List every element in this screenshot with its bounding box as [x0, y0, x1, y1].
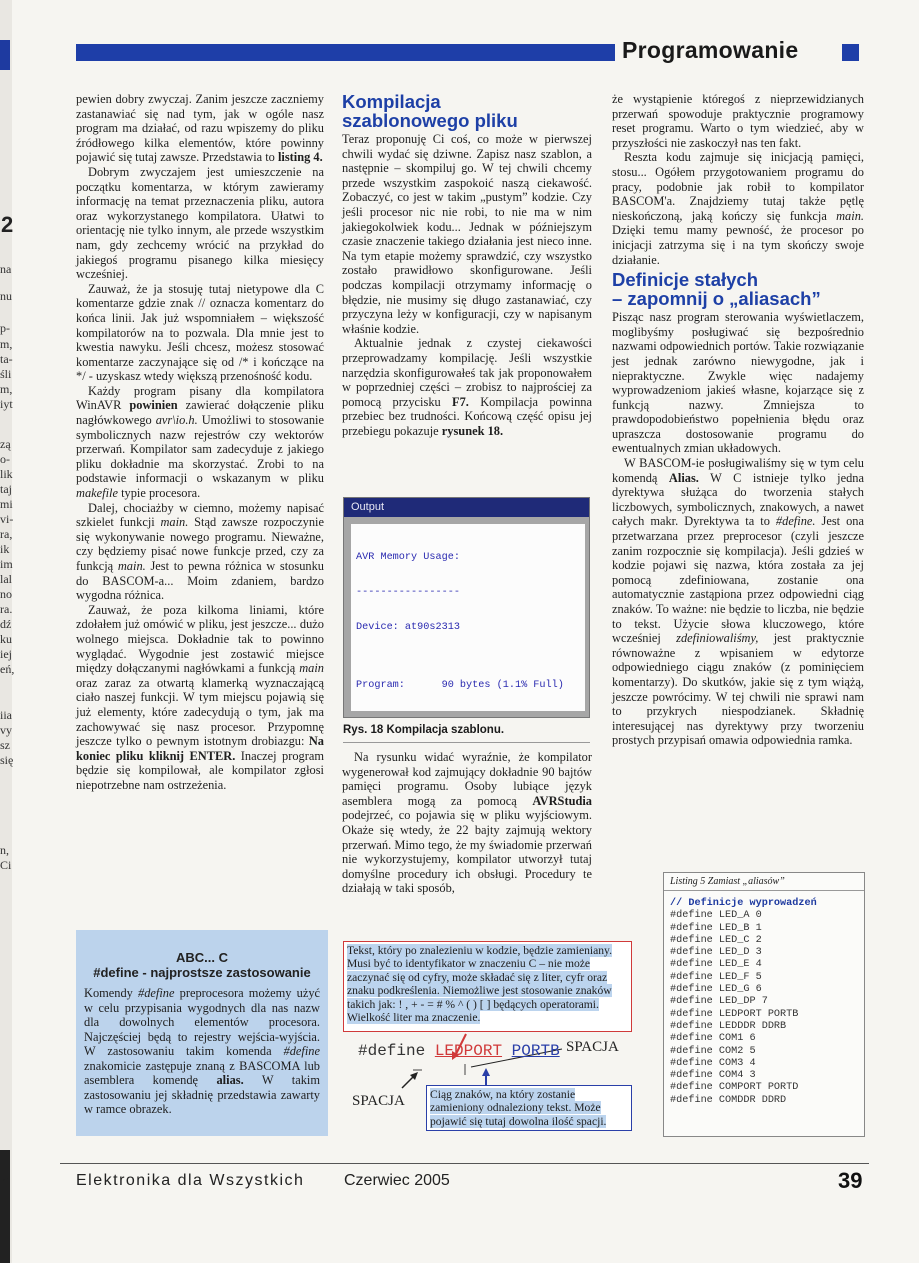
- edge-fragment: na: [0, 262, 12, 276]
- figure-caption: Rys. 18 Kompilacja szablonu.: [343, 724, 505, 736]
- code-line: #define COM1 6: [670, 1033, 756, 1045]
- code-line: #define LED_A 0: [670, 910, 762, 922]
- spacja-label: SPACJA: [566, 1039, 619, 1055]
- edge-fragment: zą: [0, 437, 11, 451]
- edge-fragment: ku: [0, 632, 12, 646]
- identifier-note: Tekst, który po znalezieniu w kodzie, będzie zamieniany. Musi być to identyfikator w znaczeniu C – nie może zaczynać się od cyfry, może składać się z liter, cyfr oraz znaku podkreślenia. Niemożliwe jest stosowanie znaków takich jak: ! , + - = # % ^ ( ) [ ] będących operatorami. Wielkość liter ma znaczenie.: [343, 941, 632, 1032]
- column-3: [612, 92, 864, 748]
- issue-date: Czerwiec 2005: [344, 1172, 450, 1189]
- paragraph: Pisząc nasz program sterowania wyświetlaczem, moglibyśmy posługiwać się bezpośrednio nazwami odpowiednich portów. Takie rozwiązanie jest jednak zarówno niewygodne, jak i niepraktyczne. Zwykle więc nadajemy wyprowadzeniom jakieś własne, kojarzące się z funkcją nazwy. Zmniejsza to prawdopodobieństwo popełnienia błędu oraz upraszcza dostosowanie programu do ewentualnych zmian układowych.: [612, 310, 864, 456]
- paragraph: Dobrym zwyczajem jest umieszczenie na początku komentarza, w którym zawieramy informację na temat przeznaczenia pliku, autora oraz wykorzystanego kompilatora. Ułatwi to orientację nie tylko innym, ale przede wszystkim nam, gdy zechcemy wrócić na przykład do jakiegoś programu pisanego kilka miesięcy wcześniej.: [76, 164, 324, 282]
- edge-fragment: iyt: [0, 397, 13, 411]
- console-line: -----------------: [356, 586, 460, 598]
- abc-subtitle: #define - najprostsze zastosowanie: [93, 965, 311, 980]
- define-syntax-diagram: [340, 930, 640, 1138]
- edge-fragment: eń,: [0, 662, 14, 676]
- edge-fragment: m,: [0, 382, 13, 396]
- magazine-name: Elektronika dla Wszystkich: [76, 1172, 305, 1189]
- code-line: #define LED_D 3: [670, 947, 762, 959]
- replacement-note: Ciąg znaków, na który zostanie zamieniony odnaleziony tekst. Może pojawić się tutaj dowolna ilość spacji.: [426, 1085, 632, 1131]
- column-1: [76, 92, 324, 793]
- edge-fragment: im: [0, 557, 13, 571]
- paragraph: Zauważ, że poza kilkoma liniami, które zdołałem już omówić w pliku, jest jeszcze... dużo wolnego miejsca. Dokładnie tak to powinno wyglądać. Wygodnie jest zostawić miejsce między dołączanymi nagłówkami a funkcją main oraz zaraz za otwartą klamerką wyznaczającą ciało naszej funkcji. W tym miejscu pojawią się już elementy, które zadecydują o tym, jak ma zachowywać się nasz procesor. Przypomnę jeszcze tylko o pewnym istotnym drobiazgu: Na koniec pliku kliknij ENTER. Inaczej program będzie się kompilował, ale kompilator zgłosi niepotrzebne nam ostrzeżenia.: [76, 602, 324, 792]
- paragraph: że wystąpienie któregoś z nieprzewidzianych przerwań spowoduje praktycznie programowy reset programu. Warto o tym wiedzieć, aby w przyszłości nie zaskoczył nas ten fakt.: [612, 92, 864, 150]
- heading-compilation: Kompilacja szablonowego pliku: [342, 91, 518, 131]
- output-title: Output: [344, 498, 589, 517]
- define-example-code: #define LEDPORT PORTB: [358, 1042, 560, 1060]
- listing-5: [663, 872, 865, 1137]
- edge-fragment: iia: [0, 708, 12, 722]
- code-line: #define LEDDDR DDRB: [670, 1020, 787, 1032]
- edge-fragment: mi: [0, 497, 13, 511]
- edge-char: h: [0, 1172, 11, 1192]
- edge-fragment: n,: [0, 843, 9, 857]
- edge-fragment: Ci: [0, 858, 12, 872]
- edge-fragment: iej: [0, 647, 12, 661]
- code-line: #define COMDDR DDRD: [670, 1094, 787, 1106]
- edge-fragment: ik: [0, 542, 10, 556]
- edge-fragment: vi-: [0, 512, 14, 526]
- console-line: Program: 90 bytes (1.1% Full): [356, 679, 564, 691]
- console-line: Device: at90s2313: [356, 621, 460, 633]
- edge-fragment: dź: [0, 617, 12, 631]
- edge-fragment: ra,: [0, 527, 13, 541]
- code-line: #define LEDPORT PORTB: [670, 1008, 799, 1020]
- page-number: 39: [838, 1168, 863, 1193]
- edge-fragment: taj: [0, 482, 12, 496]
- edge-number: 2: [1, 212, 14, 237]
- abc-text: Komendy #define preprocesora możemy użyć w celu przypisania wygodnych dla nas nazw dla dowolnych elementów procesora. Najczęściej będą to rejestry wejścia-wyjścia. W zastosowaniu takim komenda #define znakomicie zastępuje znaną z BASCOMA lub asemblera komendę alias. W takim zastosowaniu jej składnię przedstawia zawarty w ramce obrazek.: [84, 986, 321, 1116]
- edge-fragment: sz: [0, 738, 10, 752]
- header-square: [842, 44, 859, 61]
- edge-fragment: vy: [0, 723, 12, 737]
- spacja-label: SPACJA: [352, 1093, 405, 1109]
- heading-definitions: Definicje stałych – zapomnij o „aliasach”: [612, 269, 821, 310]
- paragraph: Dalej, chociażby w ciemno, możemy napisać szkielet funkcji main. Stąd zawsze rozpoczynie się wykonywanie nowego programu. Nieważne, czy będziemy pisać nowe funkcje przed, czy za funkcją main. Jest to pewna różnica w stosunku do BASCOM-a... Moim zdaniem, bardzo wygodna różnica.: [76, 500, 324, 603]
- divider: [343, 742, 590, 743]
- code-line: #define COM3 4: [670, 1057, 756, 1069]
- edge-fragment: się: [0, 753, 14, 767]
- code-line: #define LED_B 1: [670, 922, 762, 934]
- listing-code: [664, 891, 864, 1107]
- edge-fragment: ta-: [0, 352, 13, 366]
- paragraph: Zauważ, że ja stosuję tutaj nietypowe dla C komentarze gdzie znak // oznacza komentarz do końca linii. Jak już wspomniałem – większość kompilatorów na to pozwala. Dla mnie jest to kwestia nawyku. Jeśli chcesz, możesz stosować komentarze zaczynające się od /* i kończące na */ - uzyskasz wtedy większą przenośność kodu.: [76, 281, 324, 384]
- paragraph: Na rysunku widać wyraźnie, że kompilator wygenerował kod zajmujący dokładnie 90 bajtów pamięci programu. Osoby lubiące język asemblera mogą za pomocą AVRStudia podejrzeć, co pojawia się w pliku wyjściowym. Okaże się wtedy, że 22 bajty zajmują wektory przerwań. Mimo tego, że my świadomie przerwań nie wykorzystujemy, kompilator utworzył tutaj domyślne procedury ich obsługi. Procedury te działają w taki sposób,: [342, 750, 592, 896]
- edge-fragment: o-: [0, 452, 10, 466]
- code-line: #define COMPORT PORTD: [670, 1082, 799, 1094]
- column-2: [342, 92, 592, 438]
- abc-sidebar-box: [76, 930, 328, 1136]
- code-comment: // Definicje wyprowadzeń: [670, 898, 817, 909]
- paragraph: W BASCOM-ie posługiwaliśmy się w tym celu komendą Alias. W C istnieje tylko jedna dyrektywa służąca do tworzenia stałych liczbowych, symbolicznych, znakowych, a nawet całych makr. Dyrektywa ta to #define. Jest ona przetwarzana przez preprocesor (czyli jeszcze zanim rozpocznie się kompilacja). Jeśli gdzieś w kodzie pojawi się nazwa, która została za jej pomocą zdefiniowana, zostanie ona automatycznie zastąpiona przez odpowiedni ciąg znaków. To ważne: nie będzie to liczba, nie będzie to tekst. Użycie słowa kluczowego, które wcześniej zdefiniowaliśmy, jest praktycznie równoważne z wpisaniem w edytorze odpowiedniego ciągu znaków (z pominięciem komentarzy). Do skutków, jakie się z tym wiążą, jeszcze powrócimy. W tej chwili nie sprawi nam to przykrych niespodzianek. Składnię interesującej nas dyrektywy przy tworzeniu prostych przypisań omawia odpowiednia ramka.: [612, 456, 865, 748]
- code-line: #define LED_G 6: [670, 984, 762, 996]
- code-line: #define LED_DP 7: [670, 996, 768, 1008]
- column-2-continued: [342, 750, 592, 896]
- code-line: #define LED_E 4: [670, 959, 762, 971]
- code-line: #define COM2 5: [670, 1045, 756, 1057]
- listing-title: Listing 5 Zamiast „aliasów”: [664, 873, 864, 891]
- edge-fragment: lal: [0, 572, 12, 586]
- code-line: #define LED_C 2: [670, 934, 762, 946]
- paragraph: Każdy program pisany dla kompilatora WinAVR powinien zawierać dołączenie pliku nagłówkowego avr\io.h. Umożliwi to stosowanie symbolicznych nazw rejestrów czy wektorów przerwań. Kompilator sam zadecyduje z jakiego pliku dokładnie ma skorzystać. Zrobi to na podstawie informacji o wskazanym w pliku makefile typie procesora.: [76, 383, 325, 501]
- console-line: AVR Memory Usage:: [356, 552, 460, 564]
- arrowhead-icon: [482, 1068, 490, 1076]
- edge-fragment: no: [0, 587, 12, 601]
- paragraph: pewien dobry zwyczaj. Zanim jeszcze zaczniemy zastanawiać się nad tym, jak w ogóle nasz program ma działać, od razu wpiszemy do pliku źródłowego kilka elementów, które powinny pojawić się tutaj zawsze. Przedstawia to listing 4.: [76, 92, 324, 165]
- edge-fragment: ra.: [0, 602, 13, 616]
- edge-fragment: lik: [0, 467, 13, 481]
- edge-fragment: śli: [0, 367, 12, 381]
- paragraph: Aktualnie jednak z czystej ciekawości przeprowadzamy kompilację. Jeśli wszystkie narzędzia skonfigurowałeś tak jak proponowałem w poprzedniej części – zrobisz to najprościej za pomocą przycisku F7. Kompilacja powinna przebiec bez trudności. Końcową część opisu jej przebiegu pokazuje rysunek 18.: [342, 336, 593, 438]
- edge-fragment: m,: [0, 337, 13, 351]
- header-bar: [76, 44, 615, 61]
- code-line: #define COM4 3: [670, 1070, 756, 1082]
- paragraph: Reszta kodu zajmuje się inicjacją pamięci, stosu... Ogółem przygotowaniem programu do pracy, podobnie jak robił to kompilator BASCOM'a. Znajdziemy tutaj także pętlę nieskończoną, jaką kończy się funkcja main. Dzięki temu mamy pewność, że procesor po inicjacji zatrzyma się i na tym skończy swoje działanie.: [612, 150, 864, 267]
- output-console: [351, 524, 585, 711]
- paragraph: Teraz proponuję Ci coś, co może w pierwszej chwili wydać się dziwne. Zapisz nasz szablon, a następnie – skompiluj go. W tej chwili chcemy przede wszystkim zaspokoić naszą ciekawość. Zobaczyć, co jest w takim „pustym” kodzie. Czy jeśli procesor nic nie robi, to nie ma w nim jakiegokolwiek kodu... Jednak w późniejszym czasie znaczenie takiego działania jest nieco inne. Na tym etapie możemy sprawdzić, czy wszystko zostało prawidłowo skonfigurowane. Jeśli podczas kompilacji otrzymamy informację o błędzie, nie musimy się długo zastanawiać, czy przyczyna leży w konfiguracji, czy w napisanym właśnie kodzie.: [342, 132, 592, 336]
- code-line: #define LED_F 5: [670, 971, 762, 983]
- edge-dark-block: [0, 1150, 10, 1263]
- output-window: [343, 497, 590, 718]
- abc-title: ABC... C: [176, 950, 228, 965]
- edge-fragment: nu: [0, 289, 12, 303]
- edge-fragment: p-: [0, 321, 10, 335]
- footer-rule: [60, 1163, 869, 1164]
- section-title: Programowanie: [622, 37, 799, 63]
- edge-blue-block: [0, 40, 10, 70]
